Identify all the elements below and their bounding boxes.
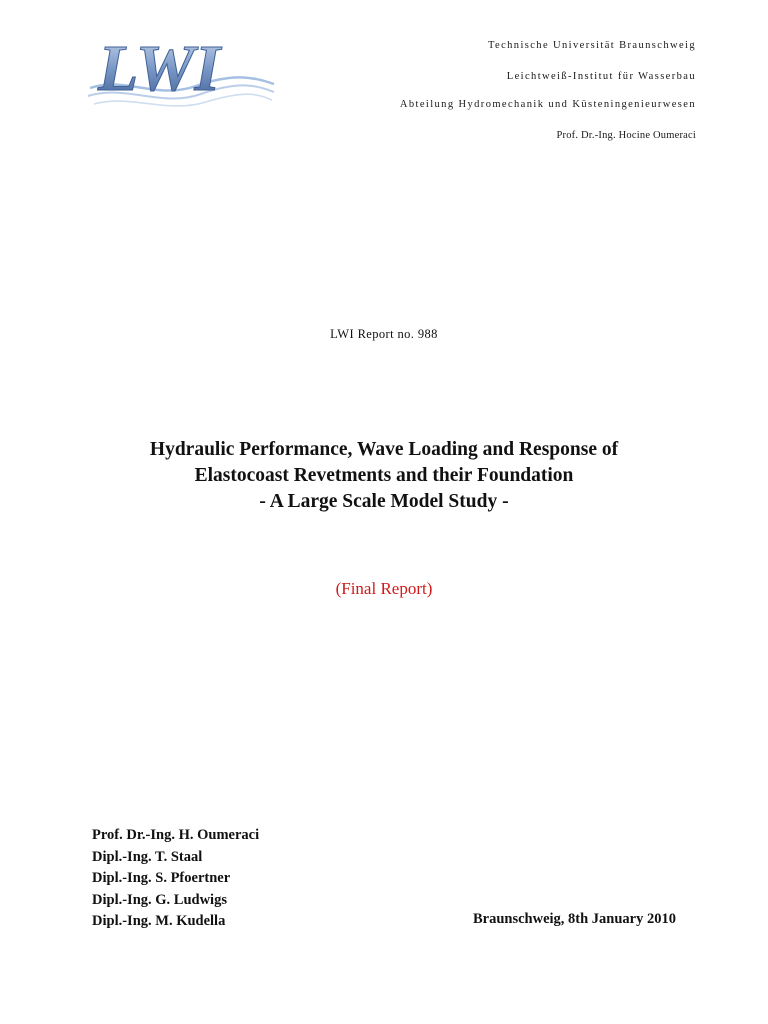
author: Dipl.-Ing. T. Staal xyxy=(92,848,203,865)
report-subtitle: (Final Report) xyxy=(335,579,433,598)
report-title xyxy=(0,437,768,515)
place-date: Braunschweig, 8th January 2010 xyxy=(472,911,676,927)
author-list xyxy=(92,825,259,933)
author: Dipl.-Ing. M. Kudella xyxy=(92,913,226,929)
title-line: Elastocoast Revetments and their Foundation xyxy=(194,465,574,486)
title-line: - A Large Scale Model Study - xyxy=(259,491,509,512)
institute-name: Leichtweiß-Institut für Wasserbau xyxy=(506,71,696,82)
svg-text:LWI: LWI xyxy=(98,32,221,105)
department-name: Abteilung Hydromechanik und Küsteningenieurwesen xyxy=(399,99,696,110)
title-line: Hydraulic Performance, Wave Loading and Response of xyxy=(149,439,619,460)
author: Dipl.-Ing. G. Ludwigs xyxy=(92,891,227,908)
lwi-logo xyxy=(86,28,276,113)
report-number: LWI Report no. 988 xyxy=(330,327,438,341)
author: Prof. Dr.-Ing. H. Oumeraci xyxy=(92,827,260,843)
university-name: Technische Universität Braunschweig xyxy=(487,40,696,51)
head-of-department: Prof. Dr.-Ing. Hocine Oumeraci xyxy=(556,130,696,141)
author: Dipl.-Ing. S. Pfoertner xyxy=(92,870,231,886)
